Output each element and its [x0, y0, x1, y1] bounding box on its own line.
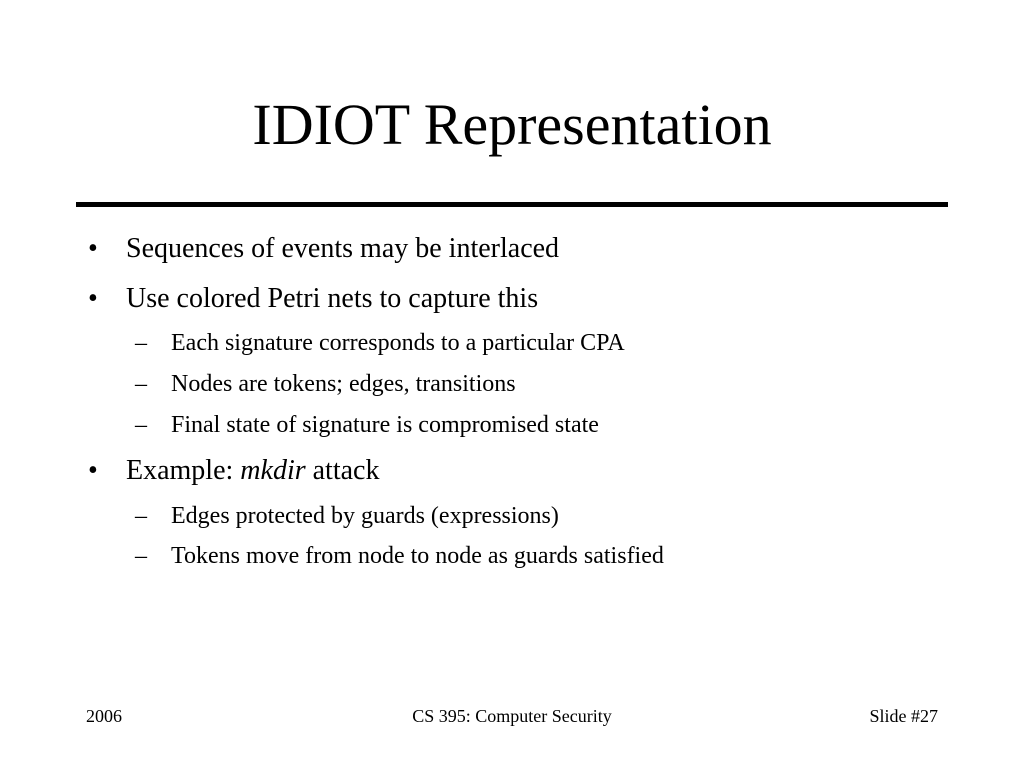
title-divider: [76, 202, 948, 207]
slide-title: IDIOT Representation: [252, 92, 772, 157]
footer-slide-number: Slide #27: [869, 706, 938, 726]
sub-bullet-text: Each signature corresponds to a particular CPA: [171, 330, 625, 356]
sub-bullet-text: Tokens move from node to node as guards satisfied: [171, 543, 664, 569]
bullet-text-suffix: attack: [305, 455, 380, 486]
sub-bullet-marker: –: [135, 503, 147, 529]
bullet-marker: •: [88, 283, 98, 314]
sub-bullet-text: Final state of signature is compromised state: [171, 412, 599, 438]
bullet-text: [126, 457, 379, 485]
footer-course: CS 395: Computer Security: [412, 706, 612, 726]
bullet-text: Use colored Petri nets to capture this: [126, 283, 539, 314]
sub-bullet-text: Edges protected by guards (expressions): [171, 503, 559, 529]
bullet-marker: •: [88, 455, 98, 486]
bullet-text-prefix: Example:: [126, 455, 241, 486]
sub-bullet-marker: –: [135, 412, 147, 438]
sub-bullet-marker: –: [135, 371, 147, 397]
sub-bullet-text: Nodes are tokens; edges, transitions: [171, 371, 516, 397]
bullet-marker: •: [88, 233, 98, 264]
bullet-text: Sequences of events may be interlaced: [126, 233, 560, 264]
sub-bullet-marker: –: [135, 330, 147, 356]
footer-year: 2006: [86, 706, 122, 726]
emphasized-command: mkdir: [240, 455, 306, 486]
sub-bullet-marker: –: [135, 543, 147, 569]
